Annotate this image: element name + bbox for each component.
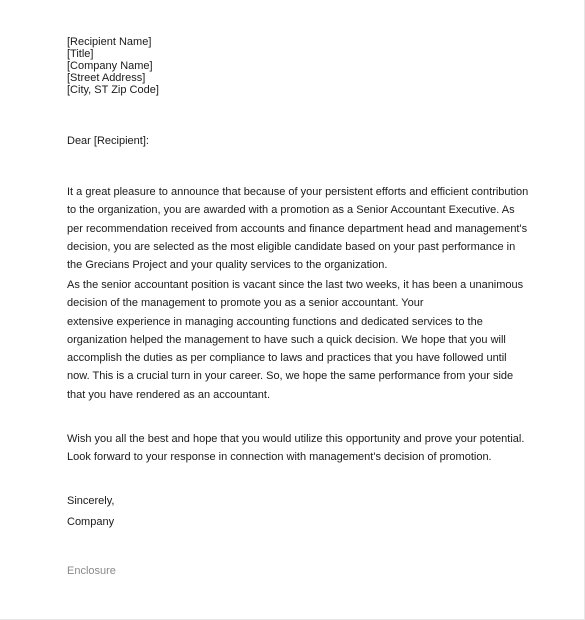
paragraph-line: extensive experience in managing accounting functions and dedicated services to the	[67, 315, 483, 328]
recipient-company: [Company Name]	[67, 60, 153, 72]
paragraph-line: accomplish the duties as per compliance to laws and practices that you have followed until	[67, 352, 507, 365]
body-paragraph-2	[67, 276, 527, 404]
closing-block	[67, 491, 114, 533]
recipient-name: [Recipient Name]	[67, 36, 152, 48]
paragraph-line: decision of the management to promote you as a senior accountant. Your	[67, 297, 424, 310]
recipient-address-block	[67, 36, 159, 96]
paragraph-line: It a great pleasure to announce that because of your persistent efforts and efficient contribution	[67, 186, 529, 198]
paragraph-line: to the organization, you are awarded with a promotion as a Senior Accountant Executive. As	[67, 204, 515, 217]
closing-signature: Company	[67, 516, 115, 528]
paragraph-line: that you have rendered as an accountant.	[67, 388, 271, 401]
recipient-title: [Title]	[67, 48, 94, 60]
enclosure-note: Enclosure	[67, 565, 116, 577]
salutation: Dear [Recipient]:	[67, 135, 149, 147]
paragraph-line: decision, you are selected as the most eligible candidate based on your past performance in	[67, 240, 516, 253]
recipient-street: [Street Address]	[67, 72, 146, 84]
paragraph-line: organization helped the management to have such a quick decision. We hope that you will	[67, 333, 506, 346]
closing-signoff: Sincerely,	[67, 495, 115, 507]
paragraph-line: Look forward to your response in connection with management's decision of promotion.	[67, 451, 492, 464]
paragraph-line: Wish you all the best and hope that you would utilize this opportunity and prove your potential.	[67, 433, 525, 445]
body-paragraph-1	[67, 183, 527, 274]
body-paragraph-3	[67, 430, 527, 467]
paragraph-line: now. This is a crucial turn in your career. So, we hope the same performance from your side	[67, 370, 514, 383]
paragraph-line: per recommendation received from accounts and finance department head and management's	[67, 222, 528, 235]
recipient-city: [City, ST Zip Code]	[67, 84, 159, 96]
paragraph-line: As the senior accountant position is vacant since the last two weeks, it has been a unanimous	[67, 279, 524, 291]
paragraph-line: the Grecians Project and your quality services to the organization.	[67, 259, 388, 272]
